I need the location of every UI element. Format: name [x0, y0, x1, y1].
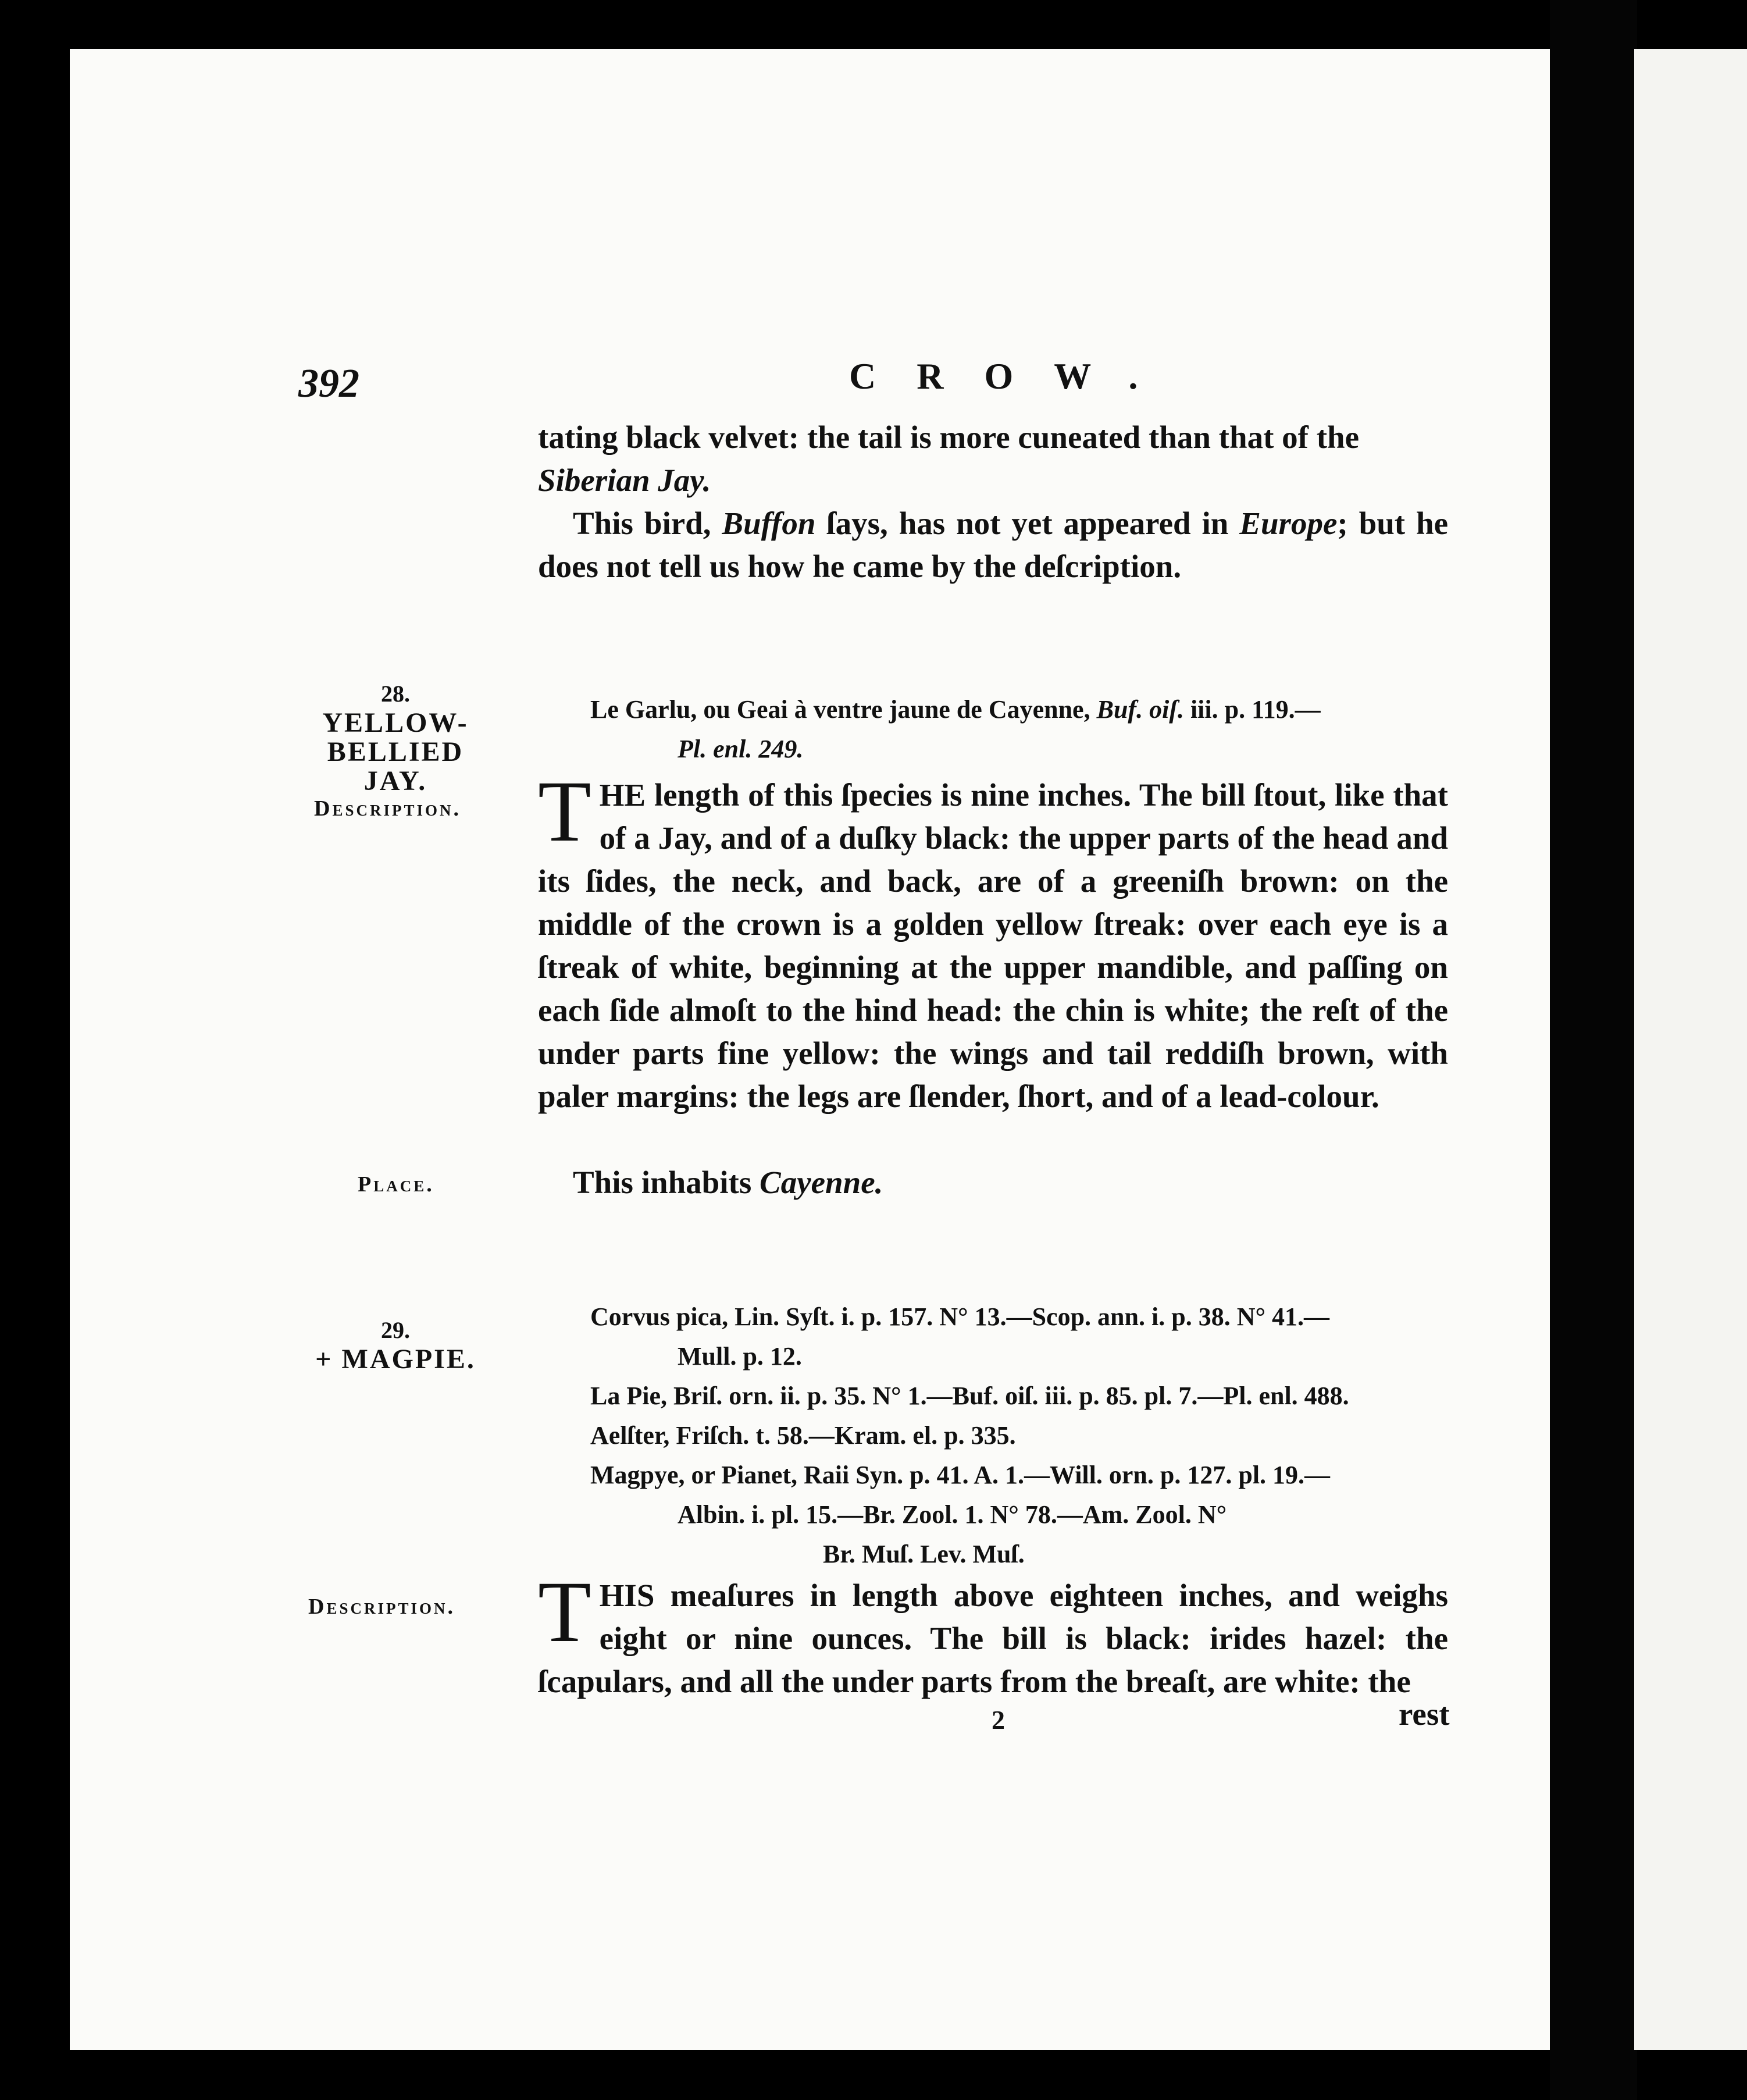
citation-source: Buf. oiſ.	[1096, 695, 1184, 724]
running-head: CROW.	[849, 355, 1179, 397]
citation-text: Le Garlu, ou Geai à ventre jaune de Cayenne,	[590, 695, 1097, 724]
drop-cap: T	[538, 1564, 591, 1660]
buffon-paragraph	[538, 502, 1448, 588]
intro-text	[538, 416, 1448, 588]
citation-line	[590, 690, 1445, 729]
intro-line	[538, 416, 1448, 459]
citation-text-2: iii. p. 119.—	[1183, 695, 1321, 724]
entry-28-description	[538, 763, 1448, 1118]
description-text: HE length of this ſpecies is nine inches. The bill ſtout, like that of a Jay, and of a duſky black: the upper parts of the head and its ſides, the neck, and back, are of a greeniſh brown: on the middle of the crown is a golden yellow ſtreak: over each eye is a ſtreak of white, beginning at the upper mandible, and paſſing on each ſide almoſt to the hind head: the chin is white; the reſt of the under parts fine yellow: the wings and tail reddiſh brown, with paler margins: the legs are ſlender, ſhort, and of a lead-colour.	[538, 777, 1448, 1114]
species-name: YELLOW-BELLIED JAY.	[322, 707, 469, 796]
facing-page-edge	[1634, 49, 1747, 2050]
citation-line	[590, 729, 1445, 769]
page-number: 392	[298, 361, 359, 406]
entry-29-citations	[590, 1297, 1445, 1574]
entry-28-citation	[590, 690, 1445, 769]
citation-line: Mull. p. 12.	[678, 1342, 802, 1371]
signature-mark: 2	[992, 1705, 1005, 1735]
para-text-3: ; but he does not tell us how he came by the deſcription.	[538, 506, 1449, 584]
citation-line: Albin. i. pl. 15.—Br. Zool. 1. N° 78.—Am. Zool. N°	[678, 1500, 1227, 1529]
description-label: Description.	[308, 1594, 455, 1619]
place-label: Place.	[358, 1172, 434, 1197]
drop-cap: T	[538, 763, 591, 860]
entry-number: 28.	[381, 681, 410, 707]
description-label: Description.	[314, 796, 461, 821]
catchword: rest	[1399, 1696, 1450, 1732]
citation-line: Magpye, or Pianet, Raii Syn. p. 41. A. 1.—Will. orn. p. 127. pl. 19.—	[590, 1461, 1331, 1489]
para-text-2: ſays, has not yet appeared in	[815, 506, 1240, 541]
citation-line: Br. Muſ. Lev. Muſ.	[823, 1540, 1025, 1568]
entry-29-description	[538, 1564, 1448, 1703]
citation-source: Pl. enl. 249.	[678, 735, 804, 763]
entry-28-heading	[302, 679, 489, 796]
intro-line-2	[538, 459, 1448, 502]
citation-line: Corvus pica, Lin. Syſt. i. p. 157. N° 13.—Scop. ann. i. p. 38. N° 41.—	[590, 1302, 1330, 1331]
europe-name: Europe	[1239, 506, 1338, 541]
cayenne-name: Cayenne.	[760, 1165, 883, 1200]
entry-28-place	[538, 1161, 1448, 1204]
siberian-jay-ref: Siberian Jay.	[538, 462, 711, 498]
entry-29-heading	[308, 1316, 483, 1374]
species-name: + MAGPIE.	[315, 1344, 476, 1375]
description-paragraph	[538, 1564, 1448, 1703]
citation-line: La Pie, Briſ. orn. ii. p. 35. N° 1.—Buf. oiſ. iii. p. 85. pl. 7.—Pl. enl. 488.	[590, 1382, 1349, 1410]
place-paragraph	[538, 1161, 1448, 1204]
entry-number: 29.	[381, 1317, 410, 1343]
buffon-name: Buffon	[722, 506, 816, 541]
description-text: HIS meaſures in length above eighteen inches, and weighs eight or nine ounces. The bill is black: irides hazel: the ſcapulars, and all the under parts from the breaſt, are white: the	[538, 1578, 1448, 1699]
description-paragraph	[538, 763, 1448, 1118]
book-gutter-shadow	[1550, 0, 1637, 2100]
citation-line: Aelſter, Friſch. t. 58.—Kram. el. p. 335.	[590, 1421, 1016, 1450]
place-text: This inhabits	[573, 1165, 760, 1200]
para-text-1: This bird,	[573, 506, 722, 541]
intro-line-text: tating black velvet: the tail is more cuneated than that of the	[538, 419, 1360, 455]
